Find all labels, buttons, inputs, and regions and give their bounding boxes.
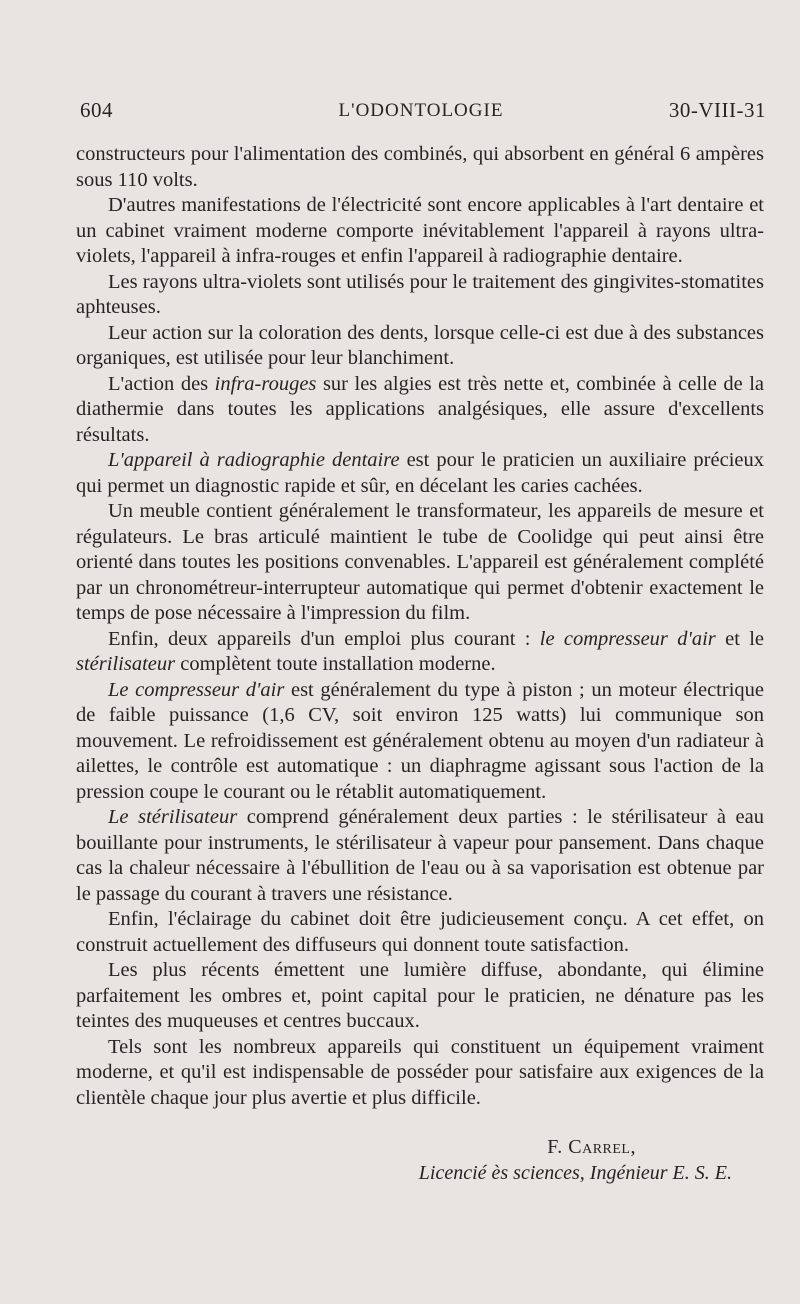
paragraph-text: Leur action sur la coloration des dents, lorsque celle-ci est due à des substances organiques, est utilisée pour leur blanchiment. [76,321,764,369]
paragraph [76,678,764,806]
paragraph [76,321,764,372]
paragraph-text: Les rayons ultra-violets sont utilisés pour le traitement des gingivites-stomatites aphteuses. [76,270,764,318]
issue-date: 30-VIII-31 [668,98,766,122]
emphasized-text: stérilisateur [76,653,176,675]
emphasized-text: Le compresseur d'air [108,678,285,701]
paragraph-text: comprend généralement deux parties : le stérilisateur à eau bouillante pour instruments, le stérilisateur à vapeur pour pansement. Dans chaque cas la chaleur nécessaire à l'ébullition de l'eau ou à sa vaporisation est obtenue par le passage du courant à travers une résistance. [76,806,765,905]
emphasized-text: le compresseur d'air [539,627,716,650]
article-body [76,142,764,1111]
emphasized-text: infra-rouges [214,372,317,395]
paragraph [76,805,764,907]
paragraph [76,627,764,678]
author-name: F. Carrel, [547,1136,636,1158]
page-number: 604 [80,98,113,122]
journal-title: L'ODONTOLOGIE [338,100,504,121]
paragraph-text: Enfin, l'éclairage du cabinet doit être judicieusement conçu. A cet effet, on construit actuellement des diffuseurs qui donnent toute satisfaction. [76,908,764,956]
paragraph-text: L'action des [108,372,215,395]
author-signature [76,1134,764,1186]
paragraph-text: Enfin, deux appareils d'un emploi plus courant : [108,627,540,650]
paragraph-text: complètent toute installation moderne. [175,653,496,675]
paragraph-text: Un meuble contient généralement le transformateur, les appareils de mesure et régulateurs. Le bras articulé maintient le tube de Coolidge qui peut ainsi être orienté dans toutes les positions convenables. L'appareil est généralement complété par un chronométreur-interrupteur automatique qui permet d'obtenir exactement le temps de pose nécessaire à l'impression du film. [76,500,764,624]
paragraph-text: et le [715,627,765,650]
paragraph-text: est pour le praticien un auxiliaire précieux qui permet un diagnostic rapide et sûr, en décelant les caries cachées. [76,449,764,497]
emphasized-text: L'appareil à radiographie dentaire [108,449,400,471]
emphasized-text: Le stérilisateur [108,806,238,828]
paragraph [76,907,764,958]
paragraph-text: D'autres manifestations de l'électricité sont encore applicables à l'art dentaire et un cabinet vraiment moderne comporte inévitablement l'appareil à rayons ultra-violets, l'appareil à infra-rouges et enfin l'appareil à radiographie dentaire. [76,194,764,267]
paragraph [76,372,764,449]
paragraph-text: Les plus récents émettent une lumière diffuse, abondante, qui élimine parfaitement les ombres et, point capital pour le praticien, ne dénature pas les teintes des muqueuses et centres buccaux. [76,959,764,1032]
paragraph-text: est généralement du type à piston ; un moteur électrique de faible puissance (1,6 CV, soit environ 125 watts) lui communique son mouvement. Le refroidissement est généralement obtenu au moyen d'un radiateur à ailettes, le contrôle est automatique : un diaphragme agissant sous l'action de la pression coupe le courant ou le rétablit automatiquement. [76,678,765,803]
paragraph [76,448,764,499]
paragraph-text: constructeurs pour l'alimentation des combinés, qui absorbent en général 6 ampères sous 110 volts. [76,143,764,191]
paragraph [76,1035,764,1112]
paragraph [76,193,764,270]
paragraph [76,270,764,321]
paragraph [76,499,764,627]
author-credentials: Licencié ès sciences, Ingénieur E. S. E. [418,1162,732,1184]
paragraph [76,142,764,193]
paragraph-text: sur les algies est très nette et, combinée à celle de la diathermie dans toutes les applications analgésiques, elle assure d'excellents résultats. [76,372,764,446]
paragraph-text: Tels sont les nombreux appareils qui constituent un équipement vraiment moderne, et qu'il est indispensable de posséder pour satisfaire aux exigences de la clientèle chaque jour plus avertie et plus difficile. [76,1035,764,1109]
paragraph [76,958,764,1035]
running-header [76,98,766,128]
